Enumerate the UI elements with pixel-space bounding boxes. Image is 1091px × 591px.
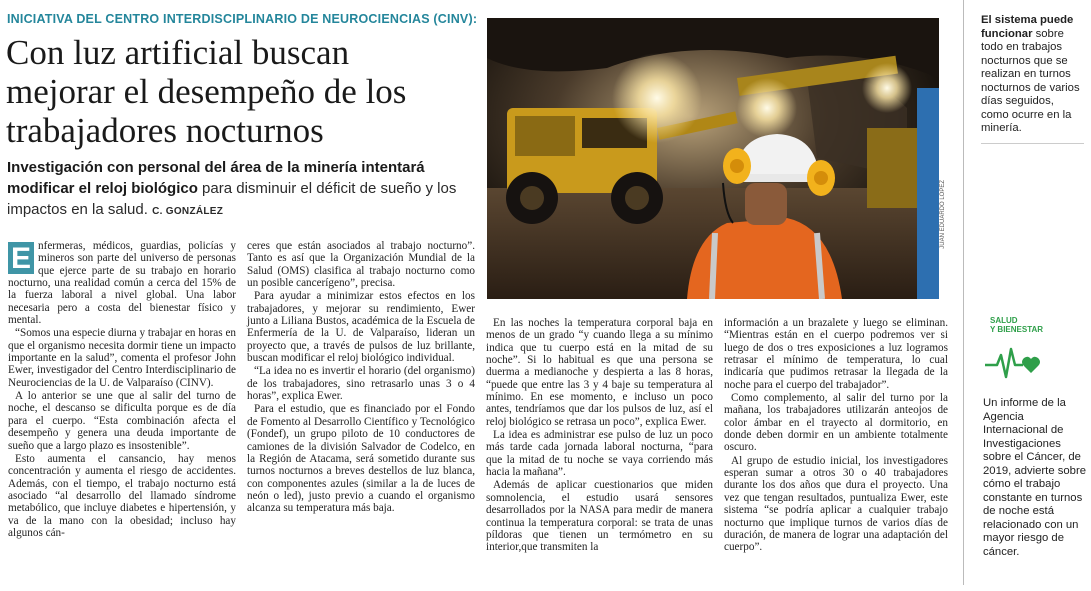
health-tag-line: Y BIENESTAR — [990, 325, 1044, 334]
headline — [6, 33, 476, 150]
photo-credit: JUAN EDUARDO LÓPEZ — [940, 180, 946, 249]
sidebar-note-text: sobre todo en trabajos nocturnos que se realizan en turnos nocturnos de varios días seguidos, como ocurre en la minería. — [981, 27, 1080, 134]
sidebar-note — [981, 14, 1084, 136]
article-column-1 — [8, 240, 236, 540]
paragraph: En las noches la temperatura corporal baja en menos de un grado “y cuando llega a su mínimo indica que tu cuerpo está en la mitad de su noche”. Si lo habitual es que una persona se duerma a medianoche y despierta a las 8 horas, “puede que entre las 3 y 4 baje su temperatura al mínimo. En ese momento, e incluso un poco antes, tendríamos que dar los pulsos de luz, así el reloj biológico se retrasa un poco”, explica Ewer. — [486, 317, 713, 428]
column-divider — [963, 0, 964, 585]
paragraph: Además de aplicar cuestionarios que miden somnolencia, el estudio usará sensores desarrollados por la NASA para medir de manera continua la temperatura corporal: se trata de unas píldoras que tienen un termómetro en su interior,que transmiten la — [486, 479, 713, 554]
paragraph: ceres que están asociados al trabajo nocturno”. Tanto es así que la Organización Mundial de la Salud (OMS) clasifica al trabajo nocturno como un posible cancerígeno”, precisa. — [247, 240, 475, 290]
deck-bold: Investigación con personal del área de la minería intentará modificar el reloj biológico — [7, 159, 425, 197]
article-column-3 — [486, 317, 713, 555]
paragraph: “Somos una especie diurna y trabajar en horas en que el organismo necesita dormir tiene un impacto importante en la salud”, comenta el profesor John Ewer, investigador del Centro Interdisciplinario de Neurociencias de la U. de Valparaíso (CINV). — [8, 327, 236, 389]
paragraph: información a un brazalete y luego se eliminan. “Mientras están en el cuerpo podremos ver si luego de dos o tres exposiciones a luz logramos retrasar el mínimo de temperatura, lo cual indicaría que pudimos retrasar la llegada de la noche para el cuerpo del trabajador”. — [724, 317, 948, 391]
paragraph: A lo anterior se une que al salir del turno de noche, el descanso se dificulta porque es de día para el cuerpo. “Esta combinación afecta el desempeño y genera una deuda importante de sueño que a largo plazo es insostenible”. — [8, 390, 236, 452]
article-column-2 — [247, 240, 475, 516]
drop-cap: E — [8, 242, 34, 274]
paragraph: Para ayudar a minimizar estos efectos en los trabajadores, y mejorar su rendimiento, Ewer junto a Liliana Bustos, académica de la Escuela de Enfermería de la U. de Valparaíso, lideran un proyecto que, a través de pulsos de luz brillante, buscan modificar el reloj biológico individual. — [247, 290, 475, 365]
paragraph: E nfermeras, médicos, guardias, policías y mineros son parte del universo de personas que ejerce parte de su trabajo en horario nocturno, una realidad común a cerca del 15% de la fuerza laboral a nivel global. Una labor necesaria pero a costa del bienestar físico y mental. — [8, 240, 236, 327]
heartbeat-heart-icon — [983, 343, 1043, 383]
sidebar-divider — [981, 143, 1084, 144]
article-column-4 — [724, 317, 948, 555]
headline-line: trabajadores nocturnos — [6, 111, 324, 150]
headline-line: mejorar el desempeño de los — [6, 72, 407, 111]
article-photo — [487, 18, 939, 299]
paragraph: Esto aumenta el cansancio, hay menos concentración y aumenta el riesgo de accidentes. Además, con el tiempo, el trabajo nocturno está asociado “al desarrollo del llamado síndrome metabólico, que incluye diabetes e hipertensión, y va de la mano con la obesidad; incluso hay algunos cán- — [8, 452, 236, 539]
paragraph: Para el estudio, que es financiado por el Fondo de Fomento al Desarrollo Científico y Tecnológico (Fondef), un grupo piloto de 10 conductores de camiones de la división Salvador de Codelco, en la Región de Atacama, será sometido durante sus turnos nocturnos a breves destellos de luz blanca, con componentes azules (similar a la de luces de neón o led), justo previo a cuando el organismo alcanza su temperatura más baja. — [247, 403, 475, 515]
paragraph: Como complemento, al salir del turno por la mañana, los trabajadores utilizarán anteojos de color ámbar en el trayecto al dormitorio, en donde deben dormir en un ambiente totalmente oscuro. — [724, 392, 948, 454]
sidebar-note-bold: El sistema puede funcionar — [981, 14, 1074, 40]
health-tag-line: SALUD — [990, 316, 1018, 325]
paragraph: “La idea no es invertir el horario (del organismo) de los trabajadores, sino retrasarlo unas 3 o 4 horas”, explica Ewer. — [247, 365, 475, 403]
sidebar-fact: Un informe de la Agencia Internacional de Investigaciones sobre el Cáncer, de 2019, advierte sobre cómo el trabajo constante en turnos de noche está relacionado con un mayor riesgo de cáncer. — [983, 397, 1086, 558]
headline-line: Con luz artificial buscan — [6, 33, 350, 72]
kicker: INICIATIVA DEL CENTRO INTERDISCIPLINARIO DE NEUROCIENCIAS (CINV): — [7, 12, 478, 26]
health-tag — [990, 316, 1043, 334]
deck — [7, 157, 477, 222]
mine-worker-illustration — [487, 18, 939, 299]
deck-rest: para disminuir el déficit de sueño y los impactos en la salud. — [7, 180, 457, 218]
byline: C. GONZÁLEZ — [152, 206, 224, 217]
paragraph: Al grupo de estudio inicial, los investigadores esperan sumar a otros 30 o 40 trabajadores durante los dos años que dura el proyecto. Una vez que tengan resultados, puntualiza Ewer, este sistema “se podría aplicar a cualquier trabajo nocturno que implique turnos de varios días de duración, de manera de lograr una adaptación del cuerpo”. — [724, 454, 948, 554]
paragraph: La idea es administrar ese pulso de luz un poco más tarde cada jornada laboral nocturna, “para que la mitad de tu noche se vaya corriendo más hacia la mañana”. — [486, 429, 713, 479]
